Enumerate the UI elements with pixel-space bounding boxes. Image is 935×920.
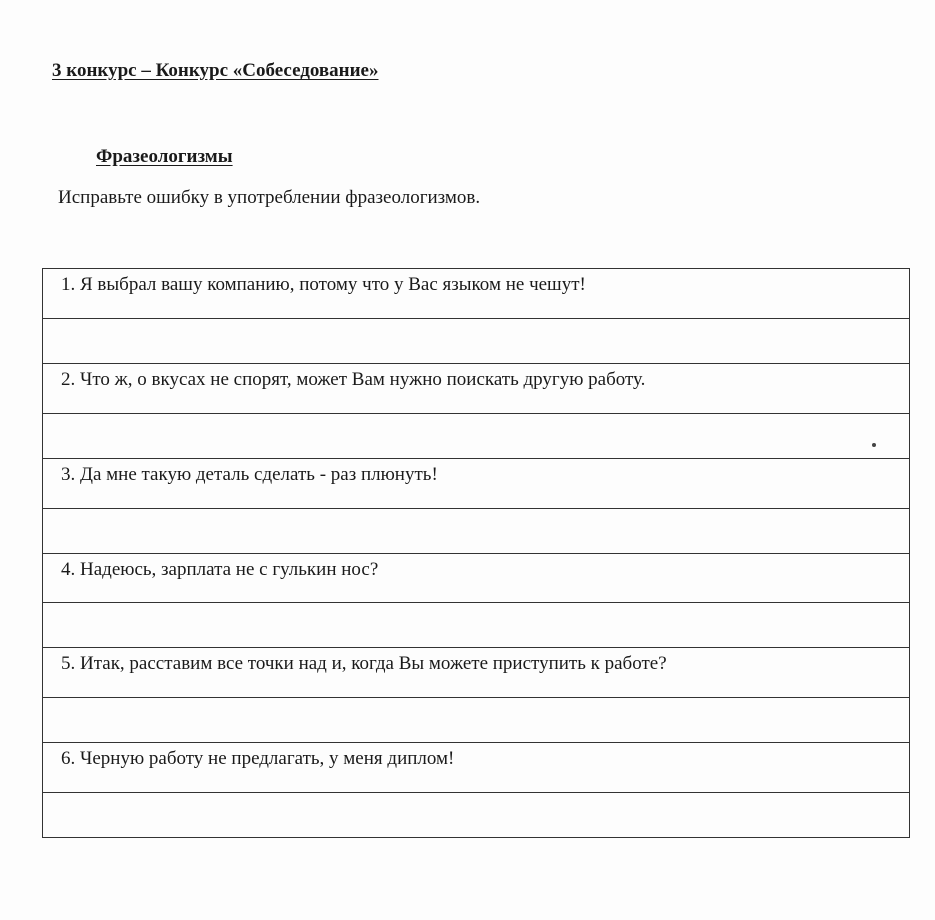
scan-speck bbox=[872, 443, 876, 447]
exercise-item-6: 6. Черную работу не предлагать, у меня диплом! bbox=[43, 743, 909, 793]
answer-field-5[interactable] bbox=[43, 698, 909, 743]
page-title: 3 конкурс – Конкурс «Собеседование» bbox=[52, 60, 379, 81]
answer-field-1[interactable] bbox=[43, 319, 909, 364]
answer-field-4[interactable] bbox=[43, 603, 909, 648]
exercise-item-5: 5. Итак, расставим все точки над и, когда Вы можете приступить к работе? bbox=[43, 648, 909, 698]
exercise-item-4: 4. Надеюсь, зарплата не с гулькин нос? bbox=[43, 554, 909, 604]
answer-field-6[interactable] bbox=[43, 793, 909, 837]
exercise-item-2: 2. Что ж, о вкусах не спорят, может Вам нужно поискать другую работу. bbox=[43, 364, 909, 414]
exercise-table bbox=[42, 268, 910, 838]
section-title: Фразеологизмы bbox=[96, 146, 233, 167]
answer-field-2[interactable] bbox=[43, 414, 909, 459]
exercise-item-1: 1. Я выбрал вашу компанию, потому что у Вас языком не чешут! bbox=[43, 269, 909, 319]
answer-field-3[interactable] bbox=[43, 509, 909, 554]
exercise-item-3: 3. Да мне такую деталь сделать - раз плюнуть! bbox=[43, 459, 909, 509]
instruction-text: Исправьте ошибку в употреблении фразеологизмов. bbox=[58, 187, 481, 208]
